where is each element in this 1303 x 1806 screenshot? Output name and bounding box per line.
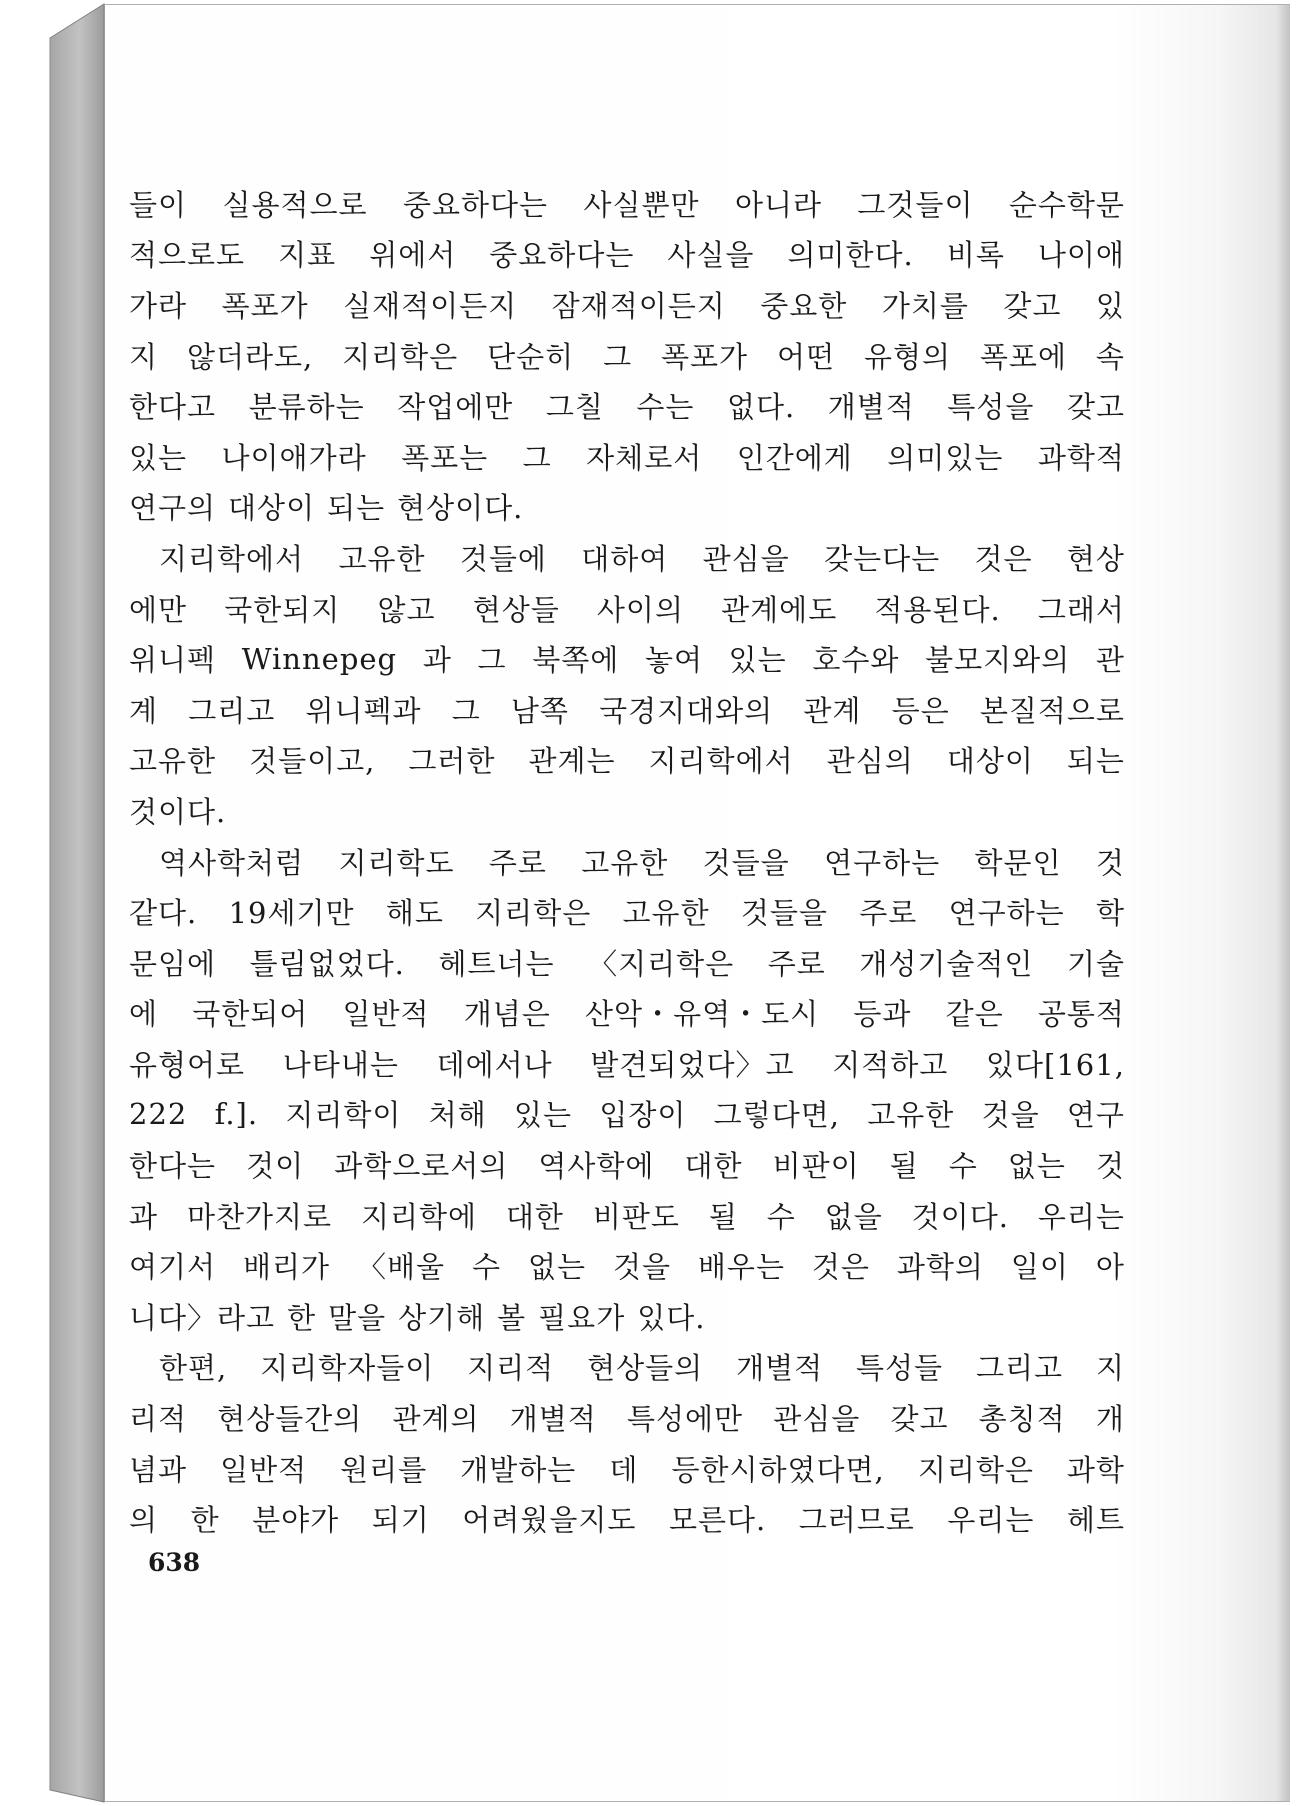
- word: 것이: [246, 1149, 305, 1184]
- word: 잠재적이든지: [551, 288, 726, 323]
- text-line: [129, 1291, 1125, 1342]
- word: 관계는: [528, 744, 616, 779]
- word: 한다고: [129, 390, 217, 425]
- word: 것들을: [740, 896, 828, 931]
- word: 발견되었다〉고: [590, 1047, 795, 1082]
- word: 지: [1095, 1351, 1125, 1386]
- text-line: [129, 279, 1125, 330]
- word: 것은: [974, 541, 1033, 576]
- word: 연구하는: [824, 845, 941, 880]
- word: 분류하는: [248, 390, 365, 425]
- word: 연구: [1066, 1098, 1125, 1133]
- word: 것은: [811, 1250, 870, 1285]
- word: 일반적: [342, 997, 430, 1032]
- word: 주로: [488, 845, 547, 880]
- word: 등과: [853, 997, 912, 1032]
- word: 현상: [1066, 541, 1125, 576]
- text-line: [129, 431, 1125, 482]
- word: 관심을: [702, 541, 790, 576]
- word: 역사학에: [538, 1149, 655, 1184]
- word: 현상들간의: [217, 1402, 363, 1437]
- word: 학문인: [974, 845, 1062, 880]
- word: 것: [1095, 1149, 1125, 1184]
- word: 것이다.: [129, 794, 227, 829]
- word: 것: [1095, 845, 1125, 880]
- word: 국한되어: [192, 997, 309, 1032]
- word: 작업에만: [397, 390, 514, 425]
- word: 것들에: [459, 541, 547, 576]
- word: 과학의: [896, 1250, 984, 1285]
- word: 고유한: [338, 541, 426, 576]
- word: 배리가: [243, 1250, 331, 1285]
- word: 중요하다는: [402, 187, 549, 222]
- word: 그칠: [545, 390, 604, 425]
- word: 고유한: [867, 1098, 955, 1133]
- word: 특성을: [947, 390, 1035, 425]
- word: 위니펙: [129, 643, 217, 678]
- page-number: 638: [148, 1548, 201, 1577]
- text-line: [129, 229, 1125, 280]
- word: 않고: [377, 592, 436, 627]
- word: 우리는: [1037, 1199, 1125, 1234]
- word: 중요한: [760, 288, 848, 323]
- word: 원리를: [340, 1452, 428, 1487]
- text-line: [129, 1443, 1125, 1494]
- word: 틀림없었다.: [249, 946, 405, 981]
- text-line: [129, 1342, 1125, 1393]
- word: 고유한: [622, 896, 710, 931]
- word: 과학: [1066, 1452, 1125, 1487]
- word: 대한: [505, 1199, 564, 1234]
- word: 헤트너는: [438, 946, 555, 981]
- word: 마찬가지로: [186, 1199, 333, 1234]
- word: 같다.: [129, 896, 198, 931]
- word: 있는: [514, 1098, 573, 1133]
- word: 자체로서: [586, 440, 703, 475]
- word: 관심의: [826, 744, 914, 779]
- word: 의미한다.: [787, 238, 914, 273]
- word: 않더라도,: [186, 339, 314, 374]
- word: 갖고: [1003, 288, 1062, 323]
- text-line: [129, 1190, 1125, 1241]
- word: 필요가: [538, 1300, 626, 1335]
- word: 것을: [612, 1250, 671, 1285]
- word: 호수와: [812, 643, 900, 678]
- word: 계: [129, 693, 159, 728]
- word: 그리고: [975, 1351, 1064, 1386]
- word: 총칭적: [978, 1402, 1066, 1437]
- word: 대하여: [581, 541, 669, 576]
- word: 적으로도: [129, 238, 246, 273]
- word: 지리학에서: [648, 744, 794, 779]
- word: 그리고: [188, 693, 276, 728]
- word: 현상이다.: [397, 491, 524, 526]
- text-line: [129, 886, 1125, 937]
- word: 니다〉라고: [129, 1300, 276, 1335]
- word: 없을: [824, 1199, 883, 1234]
- text-line: [129, 380, 1125, 431]
- word: 수: [948, 1149, 978, 1184]
- word: 남쪽: [510, 693, 569, 728]
- word: 관계에도: [721, 592, 838, 627]
- word: 지표: [278, 238, 337, 273]
- word: 그러한: [408, 744, 496, 779]
- word: 가치를: [881, 288, 969, 323]
- word: 대상이: [228, 491, 316, 526]
- word: 개념은: [463, 997, 551, 1032]
- word: 되는: [327, 491, 386, 526]
- word: 중요하다는: [489, 238, 635, 273]
- text-line: [129, 988, 1125, 1039]
- word: 있다.: [637, 1300, 706, 1335]
- word: 의: [129, 1503, 159, 1538]
- word: 일이: [1010, 1250, 1069, 1285]
- word: 인간에게: [736, 440, 853, 475]
- word: 위니펙과: [305, 693, 422, 728]
- text-line: [129, 583, 1125, 634]
- word: 단순히: [487, 339, 575, 374]
- word: 같은: [945, 997, 1004, 1032]
- word: 사실을: [667, 238, 755, 273]
- word: 되기: [371, 1503, 430, 1538]
- word: 일반적: [220, 1452, 308, 1487]
- word: 개별적: [736, 1351, 824, 1386]
- word: 모른다.: [668, 1503, 767, 1538]
- word: 개별적: [509, 1402, 597, 1437]
- word: 대상이: [946, 744, 1034, 779]
- word: 한다는: [129, 1149, 217, 1184]
- word: 놓여: [644, 643, 703, 678]
- word: 실용적으로: [222, 187, 368, 222]
- word: 아니라: [734, 187, 822, 222]
- word: 고유한: [129, 744, 217, 779]
- word: 속: [1095, 339, 1125, 374]
- word: 그: [477, 643, 507, 678]
- word: 위에서: [369, 238, 457, 273]
- word: 것들을: [702, 845, 790, 880]
- text-line: [129, 937, 1125, 988]
- word: 것을: [981, 1098, 1040, 1133]
- word: 지리학은: [917, 1452, 1034, 1487]
- word: 과: [422, 643, 452, 678]
- word: 수: [766, 1199, 796, 1234]
- word: 처해: [428, 1098, 487, 1133]
- word: 공통적: [1037, 997, 1125, 1032]
- word: 주로: [859, 896, 918, 931]
- word: 순수학문: [1008, 187, 1125, 222]
- word: 〈배울: [357, 1250, 446, 1285]
- word: 특성들: [856, 1351, 944, 1386]
- word: 어떤: [777, 339, 836, 374]
- word: 주로: [767, 946, 826, 981]
- word: 개별적: [827, 390, 915, 425]
- word: 문임에: [129, 946, 217, 981]
- word: 그: [522, 440, 552, 475]
- word: 갖고: [890, 1402, 949, 1437]
- word: 비판이: [772, 1149, 860, 1184]
- word: 지리학은: [475, 896, 592, 931]
- word: 나타내는: [282, 1047, 399, 1082]
- word: 산악・유역・도시: [585, 997, 820, 1032]
- word: 우리는: [947, 1503, 1035, 1538]
- word: 그러므로: [798, 1503, 915, 1538]
- word: Winnepeg: [241, 641, 398, 676]
- text-line: [129, 1139, 1125, 1190]
- word: 지리학에서: [159, 541, 305, 576]
- word: 나이애: [1037, 238, 1125, 273]
- word: 될: [889, 1149, 919, 1184]
- word: 있는: [129, 440, 188, 475]
- word: 지리학에: [360, 1199, 477, 1234]
- word: 그: [451, 693, 481, 728]
- word: 있다[161,: [986, 1047, 1125, 1082]
- word: 념과: [129, 1452, 188, 1487]
- page-edge-shadow: [1276, 5, 1290, 1801]
- word: 국경지대와의: [599, 693, 774, 728]
- word: 어려웠을지도: [462, 1503, 637, 1538]
- text-line: [129, 178, 1125, 229]
- word: 대한: [684, 1149, 743, 1184]
- word: 것들이고,: [249, 744, 376, 779]
- word: 헤트: [1066, 1503, 1125, 1538]
- word: 데에서나: [436, 1047, 553, 1082]
- text-line: [129, 1493, 1125, 1544]
- text-line: [129, 1038, 1125, 1089]
- word: 데: [609, 1452, 639, 1487]
- word: 국한되지: [224, 592, 341, 627]
- body-text: [129, 178, 1125, 1544]
- word: 과: [129, 1199, 159, 1234]
- word: 그: [603, 339, 633, 374]
- text-line: [129, 1240, 1125, 1291]
- word: 관: [1095, 643, 1125, 678]
- word: 기술: [1066, 946, 1125, 981]
- text-line: [129, 532, 1125, 583]
- text-line: [129, 1392, 1125, 1443]
- word: 나이애가라: [221, 440, 367, 475]
- word: 있는: [728, 643, 787, 678]
- word: 여기서: [129, 1250, 217, 1285]
- word: 유형의: [863, 339, 951, 374]
- word: 지리적: [467, 1351, 555, 1386]
- word: 분야가: [252, 1503, 340, 1538]
- word: 19세기만: [228, 896, 355, 931]
- word: f.].: [214, 1096, 259, 1131]
- word: 사실뿐만: [583, 187, 700, 222]
- word: 등한시하였다면,: [671, 1452, 885, 1487]
- word: 그래서: [1037, 592, 1125, 627]
- word: 지리학은: [342, 339, 459, 374]
- word: 개성기술적인: [859, 946, 1034, 981]
- word: 수는: [636, 390, 695, 425]
- word: 실재적이든지: [343, 288, 518, 323]
- word: 그것들이: [857, 187, 974, 222]
- word: 역사학처럼: [159, 845, 305, 880]
- word: 과학적: [1037, 440, 1125, 475]
- word: 고유한: [581, 845, 669, 880]
- word: 될: [708, 1199, 738, 1234]
- word: 상기해: [398, 1300, 486, 1335]
- word: 지리학도: [338, 845, 455, 880]
- word: 〈지리학은: [588, 946, 735, 981]
- text-line: [129, 785, 1125, 836]
- word: 불모지와의: [925, 643, 1071, 678]
- word: 연구하는: [948, 896, 1065, 931]
- word: 말을: [328, 1300, 387, 1335]
- word: 유형어로: [129, 1047, 246, 1082]
- word: 것이다.: [911, 1199, 1009, 1234]
- word: 개: [1095, 1402, 1125, 1437]
- word: 북쪽에: [532, 643, 620, 678]
- word: 현상들: [472, 592, 560, 627]
- word: 특성에만: [626, 1402, 744, 1437]
- text-line: [129, 735, 1125, 786]
- word: 본질적으로: [979, 693, 1125, 728]
- word: 현상들의: [587, 1351, 704, 1386]
- word: 그렇다면,: [713, 1098, 840, 1133]
- word: 비판도: [592, 1199, 680, 1234]
- word: 해도: [385, 896, 444, 931]
- word: 연구의: [129, 491, 217, 526]
- word: 볼: [497, 1300, 527, 1335]
- word: 의미있는: [887, 440, 1004, 475]
- word: 지리학자들이: [260, 1351, 435, 1386]
- word: 가라: [129, 288, 188, 323]
- word: 사이의: [596, 592, 684, 627]
- text-line: [129, 633, 1125, 684]
- word: 되는: [1066, 744, 1125, 779]
- word: 폭포가: [221, 288, 309, 323]
- text-line: [129, 482, 1125, 533]
- text-line: [129, 1089, 1125, 1140]
- text-line: [129, 330, 1125, 381]
- word: 리적: [129, 1402, 188, 1437]
- word: 갖는다는: [824, 541, 941, 576]
- word: 관계의: [392, 1402, 480, 1437]
- word: 적용된다.: [874, 592, 1001, 627]
- word: 개발하는: [460, 1452, 577, 1487]
- word: 과학으로서의: [334, 1149, 509, 1184]
- word: 아: [1095, 1250, 1125, 1285]
- text-line: [129, 836, 1125, 887]
- word: 한: [287, 1300, 317, 1335]
- word: 수: [471, 1250, 501, 1285]
- word: 폭포가: [661, 339, 749, 374]
- word: 지리학이: [285, 1098, 402, 1133]
- word: 없는: [527, 1250, 586, 1285]
- word: 비록: [946, 238, 1005, 273]
- word: 지적하고: [832, 1047, 949, 1082]
- word: 있: [1095, 288, 1125, 323]
- word: 학: [1095, 896, 1125, 931]
- word: 한편,: [159, 1351, 228, 1386]
- word: 배우는: [697, 1250, 785, 1285]
- word: 관계: [803, 693, 862, 728]
- word: 222: [129, 1096, 188, 1131]
- word: 없다.: [726, 390, 796, 425]
- word: 폭포는: [401, 440, 489, 475]
- word: 들이: [129, 187, 188, 222]
- word: 관심을: [773, 1402, 861, 1437]
- word: 없는: [1007, 1149, 1066, 1184]
- word: 에만: [129, 592, 188, 627]
- word: 입장이: [599, 1098, 687, 1133]
- word: 폭포에: [979, 339, 1067, 374]
- word: 등은: [891, 693, 950, 728]
- word: 지: [129, 339, 159, 374]
- text-line: [129, 684, 1125, 735]
- word: 에: [129, 997, 159, 1032]
- word: 갖고: [1066, 390, 1125, 425]
- word: 한: [190, 1503, 220, 1538]
